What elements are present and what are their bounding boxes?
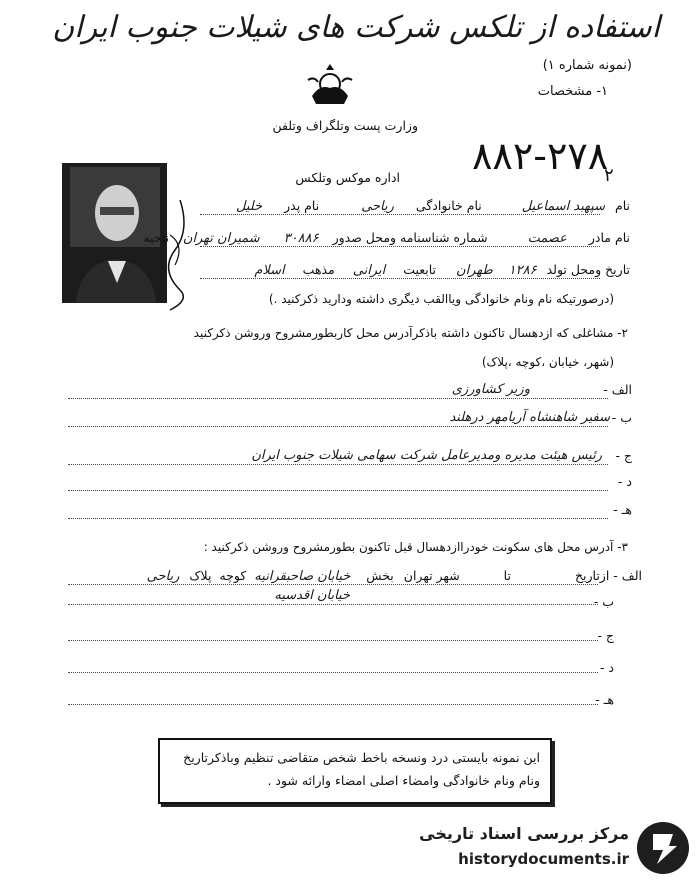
row-line — [68, 398, 608, 399]
notice-line-1: این نمونه بایستی درد ونسخه باخط شخص متقاضی تنظیم وباذکرتاریخ — [183, 750, 540, 765]
watermark-footer — [405, 818, 695, 876]
form-number: (نمونه شماره ۱) — [542, 58, 632, 73]
row-line — [200, 246, 600, 247]
addr-a-alley: کوچه — [219, 568, 247, 583]
row-line — [68, 640, 598, 641]
job-d-label: د - — [617, 474, 632, 489]
family-value: ریاحی — [361, 199, 394, 214]
name-value: سپهبد اسماعیل — [521, 199, 605, 214]
addr-a-district: بخش — [366, 568, 394, 583]
row-line — [68, 704, 598, 705]
id-label: شماره شناسنامه ومحل صدور — [332, 230, 488, 245]
row-line — [68, 672, 598, 673]
addr-c-label: ج - — [597, 628, 614, 643]
notice-box — [158, 738, 552, 804]
row-line — [68, 490, 608, 491]
father-value: خلیل — [236, 199, 263, 214]
file-number: ۸۸۲-۲۷۸ — [472, 134, 609, 178]
ministry-name: وزارت پست وتلگراف وتلفن — [272, 118, 418, 133]
department-name: اداره موکس وتلکس — [295, 170, 400, 185]
birth-value: ۱۲۸۶ — [508, 263, 537, 278]
addr-a-plaque: پلاک — [189, 568, 212, 583]
birth-place: طهران — [456, 263, 493, 278]
section2-title: ۲- مشاغلی که ازدهسال تاکنون داشته باذکرآدرس محل کاربطورمشروح وروشن ذکرکنید — [193, 326, 628, 340]
watermark-title: مرکز بررسی اسناد تاریخی — [419, 824, 629, 843]
job-b-label: ب - — [611, 410, 632, 425]
nationality-value: ایرانی — [352, 263, 386, 278]
lion-and-sun-emblem-icon — [302, 60, 358, 110]
job-e-label: هـ - — [613, 502, 632, 517]
file-number-sub: ۲ — [604, 165, 614, 186]
religion-value: اسلام — [254, 263, 285, 278]
addr-d-label: د - — [599, 660, 614, 675]
id-value: ۳۰۸۸۶ — [283, 231, 319, 246]
section3-title: ۳- آدرس محل های سکونت خودراازدهسال قبل تاکنون بطورمشروح وروشن ذکرکنید : — [203, 540, 628, 554]
addr-a-name: ریاحی — [146, 569, 180, 584]
notice-line-2: ونام ونام خانوادگی وامضاء اصلی امضاء وارائه شود . — [267, 773, 540, 788]
place-value: شمیران تهران — [182, 231, 260, 246]
job-c-label: ج - — [615, 448, 632, 463]
row-line — [200, 214, 600, 215]
father-label: نام پدر — [284, 198, 320, 213]
watermark-url: historydocuments.ir — [458, 850, 629, 868]
job-a-label: الف - — [603, 382, 632, 397]
row-line — [68, 518, 608, 519]
section2-subtitle: (شهر، خیابان ،کوچه ،پلاک) — [481, 355, 614, 369]
birth-label: تاریخ ومحل تولد — [546, 262, 630, 277]
religion-label: مذهب — [302, 262, 335, 277]
row-line — [68, 464, 608, 465]
row-line — [200, 278, 600, 279]
addr-a-to: تا — [503, 568, 511, 583]
job-b-value: سفیر شاهنشاه آریامهر درهلند — [449, 410, 610, 425]
row-line — [68, 426, 608, 427]
mother-label: نام مادر — [588, 230, 630, 245]
row-line — [68, 604, 598, 605]
addr-a-extra: خیابان اقدسیه — [274, 588, 350, 603]
scribble-mark-icon — [150, 195, 195, 315]
section1-label: ۱- مشخصات — [537, 84, 608, 99]
job-c-value: رئیس هیئت مدیره ومدیرعامل شرکت سهامی شیلات جنوب ایران — [251, 448, 602, 463]
addr-a-label: الف - ازتاریخ — [574, 568, 642, 583]
addr-a-street: خیابان صاحبقرانیه — [254, 569, 351, 584]
addr-a-city: شهر تهران — [403, 568, 460, 583]
archive-logo-icon — [635, 820, 691, 876]
district-label: ناحیه — [143, 230, 169, 245]
addr-b-label: ب - — [593, 594, 614, 609]
alias-note: (درصورتیکه نام ونام خانوادگی ویاالقب دیگری داشته ودارید ذکرکنید .) — [268, 292, 614, 306]
family-label: نام خانوادگی — [415, 198, 482, 213]
handwritten-title: استفاده از تلکس شرکت های شیلات جنوب ایران — [52, 10, 660, 45]
row-line — [68, 584, 598, 585]
nationality-label: تابعیت — [403, 262, 437, 277]
job-a-value: وزیر کشاورزی — [451, 382, 530, 397]
addr-e-label: هـ - — [595, 692, 614, 707]
mother-value: عصمت — [527, 231, 567, 246]
name-label: نام — [614, 198, 630, 213]
